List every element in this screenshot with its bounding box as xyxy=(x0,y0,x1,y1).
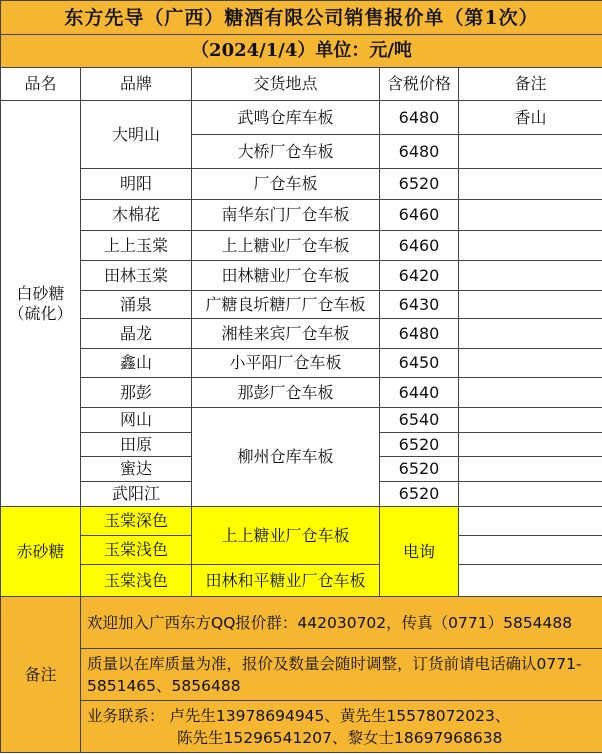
table-row xyxy=(1,408,602,433)
notes-row xyxy=(1,649,602,701)
notes-contacts xyxy=(81,701,602,753)
location-cell: 广糖良圻糖厂厂仓车板 xyxy=(192,291,380,319)
category-brown-sugar: 赤砂糖 xyxy=(1,507,81,597)
price-cell: 6480 xyxy=(380,101,459,135)
header-brand: 品牌 xyxy=(81,68,192,101)
header-category: 品名 xyxy=(1,68,81,101)
location-cell: 厂仓车板 xyxy=(192,169,380,200)
remark-cell xyxy=(459,433,602,457)
remark-cell xyxy=(459,169,602,200)
contacts-line-2: 陈先生15296541207、黎女士18697968638 xyxy=(177,728,503,747)
price-cell: 6540 xyxy=(380,408,459,433)
brand-cell: 田林玉棠 xyxy=(81,261,192,291)
table-row xyxy=(1,169,602,200)
table-row xyxy=(1,291,602,319)
location-cell: 那彭厂仓车板 xyxy=(192,378,380,408)
header-remarks: 备注 xyxy=(459,68,602,101)
location-cell: 小平阳厂仓车板 xyxy=(192,349,380,378)
table-row xyxy=(1,101,602,135)
table-row xyxy=(1,378,602,408)
brand-cell: 木棉花 xyxy=(81,200,192,231)
price-cell: 6520 xyxy=(380,457,459,482)
notes-row xyxy=(1,701,602,753)
remark-cell xyxy=(459,200,602,231)
brand-cell: 蜜达 xyxy=(81,457,192,482)
brand-cell: 涌泉 xyxy=(81,291,192,319)
category-white-sugar-note: （硫化） xyxy=(8,303,73,323)
price-cell: 电询 xyxy=(380,507,459,597)
brand-cell: 玉棠深色 xyxy=(81,507,192,536)
notes-row xyxy=(1,597,602,649)
location-cell: 上上糖业厂仓车板 xyxy=(192,507,380,565)
brand-cell: 玉棠浅色 xyxy=(81,565,192,597)
price-cell: 6480 xyxy=(380,135,459,169)
brand-cell: 玉棠浅色 xyxy=(81,536,192,565)
brand-cell: 武阳江 xyxy=(81,482,192,507)
remark-cell xyxy=(459,231,602,261)
remark-cell xyxy=(459,349,602,378)
header-row xyxy=(1,68,602,101)
remark-cell xyxy=(459,261,602,291)
price-cell: 6450 xyxy=(380,349,459,378)
notes-quality: 质量以在库质量为准，报价及数量会随时调整，订货前请电话确认0771-5851465、5856488 xyxy=(81,649,602,701)
price-cell: 6480 xyxy=(380,319,459,349)
notes-qq-fax: 欢迎加入广西东方QQ报价群：442030702，传真（0771）5854488 xyxy=(81,597,602,649)
contacts-line-1: 业务联系： 卢先生13978694945、黄先生15578072023、 xyxy=(87,706,511,725)
location-cell: 武鸣仓库车板 xyxy=(192,101,380,135)
remark-cell xyxy=(459,378,602,408)
remark-cell xyxy=(459,482,602,507)
table-row xyxy=(1,261,602,291)
price-cell: 6440 xyxy=(380,378,459,408)
table-row xyxy=(1,231,602,261)
price-cell: 6520 xyxy=(380,433,459,457)
remark-cell xyxy=(459,536,602,565)
table-row xyxy=(1,319,602,349)
price-cell: 6460 xyxy=(380,200,459,231)
table-row xyxy=(1,349,602,378)
header-location: 交货地点 xyxy=(192,68,380,101)
location-cell: 湘桂来宾厂仓车板 xyxy=(192,319,380,349)
brand-cell: 网山 xyxy=(81,408,192,433)
remark-cell xyxy=(459,291,602,319)
price-cell: 6430 xyxy=(380,291,459,319)
brand-cell: 明阳 xyxy=(81,169,192,200)
location-cell: 柳州仓库车板 xyxy=(192,408,380,507)
remark-cell xyxy=(459,457,602,482)
category-white-sugar-name: 白砂糖 xyxy=(16,283,65,303)
table-row xyxy=(1,200,602,231)
notes-label: 备注 xyxy=(1,597,81,753)
table-row xyxy=(1,507,602,536)
sheet-title: 东方先导（广西）糖酒有限公司销售报价单（第1次） xyxy=(1,1,602,35)
price-cell: 6420 xyxy=(380,261,459,291)
location-cell: 上上糖业厂仓车板 xyxy=(192,231,380,261)
remark-cell xyxy=(459,565,602,597)
location-cell: 南华东门厂仓车板 xyxy=(192,200,380,231)
sheet-subtitle: （2024/1/4）单位：元/吨 xyxy=(1,35,602,68)
location-cell: 田林糖业厂仓车板 xyxy=(192,261,380,291)
price-cell: 6520 xyxy=(380,169,459,200)
brand-cell: 晶龙 xyxy=(81,319,192,349)
header-price: 含税价格 xyxy=(380,68,459,101)
brand-cell: 鑫山 xyxy=(81,349,192,378)
brand-cell: 那彭 xyxy=(81,378,192,408)
price-cell: 6520 xyxy=(380,482,459,507)
brand-cell: 上上玉棠 xyxy=(81,231,192,261)
remark-cell xyxy=(459,408,602,433)
location-cell: 田林和平糖业厂仓车板 xyxy=(192,565,380,597)
remark-cell: 香山 xyxy=(459,101,602,135)
location-cell: 大桥厂仓车板 xyxy=(192,135,380,169)
remark-cell xyxy=(459,135,602,169)
remark-cell xyxy=(459,507,602,536)
price-cell: 6460 xyxy=(380,231,459,261)
brand-cell: 大明山 xyxy=(81,101,192,169)
remark-cell xyxy=(459,319,602,349)
table-row xyxy=(1,565,602,597)
category-white-sugar xyxy=(1,101,81,507)
brand-cell: 田原 xyxy=(81,433,192,457)
